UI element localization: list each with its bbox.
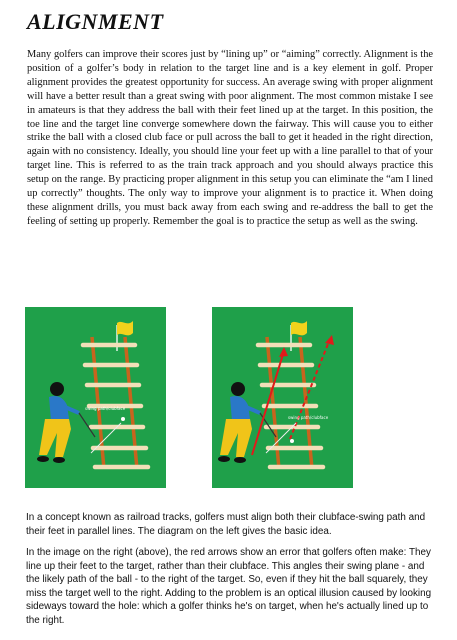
railroad-tracks-illustration <box>25 307 166 488</box>
railroad-tracks-diagram-left <box>25 307 166 488</box>
caption-error-explanation: In the image on the right (above), the red arrows show an error that golfers often make: They line up their feet to the target, rather than their clubface. This angles their swing plane - and the likely path of the ball - to the right of the target. So, even if they hit the ball squarely, they miss the target well to the right. Adding to the problem is an optical illusion caused by looking sideways toward the hole: which a golfer thinks he's on target, when he's actually lined up to the right. <box>26 547 432 626</box>
swing-path-label: swing path/clubface <box>85 406 126 411</box>
misalignment-illustration <box>212 307 353 488</box>
railroad-tracks-diagram-right <box>212 307 353 488</box>
page-title: ALIGNMENT <box>27 9 164 34</box>
swing-path-label: swing path/clubface <box>288 415 329 420</box>
intro-paragraph: Many golfers can improve their scores just by “lining up” or “aiming” correctly. Alignment is the position of a golfer’s body in relation to the target line and is a key element in golf. Proper alignment provides the greatest opportunity for success. An average swing with proper alignment will have a better result than a great swing with poor alignment. The most common mistake I see in amateurs is that they address the ball with their feet lined up at the target. In this position, the toe line and the target line converge somewhere down the fairway. This will cause you to either strike the ball with a closed club face or pull across the ball to get it headed in the right direction, again with no consistency. Ideally, you should line your feet up with a line parallel to that of your target line. This is referred to as the train track approach and you should always practice this setup on the range. By practicing proper alignment in this setup you can eliminate the “am I lined up correctly” thoughts. The only way to improve your alignment is to practice it. When doing these alignment drills, you must back away from each swing and re-address the ball to get the feeling of setting up properly. Remember the goal is to practice the setup as well as the swing. <box>27 49 433 227</box>
caption-railroad-tracks: In a concept known as railroad tracks, golfers must align both their clubface-swing path and their feet in parallel lines. The diagram on the left gives the basic idea. <box>26 512 426 537</box>
